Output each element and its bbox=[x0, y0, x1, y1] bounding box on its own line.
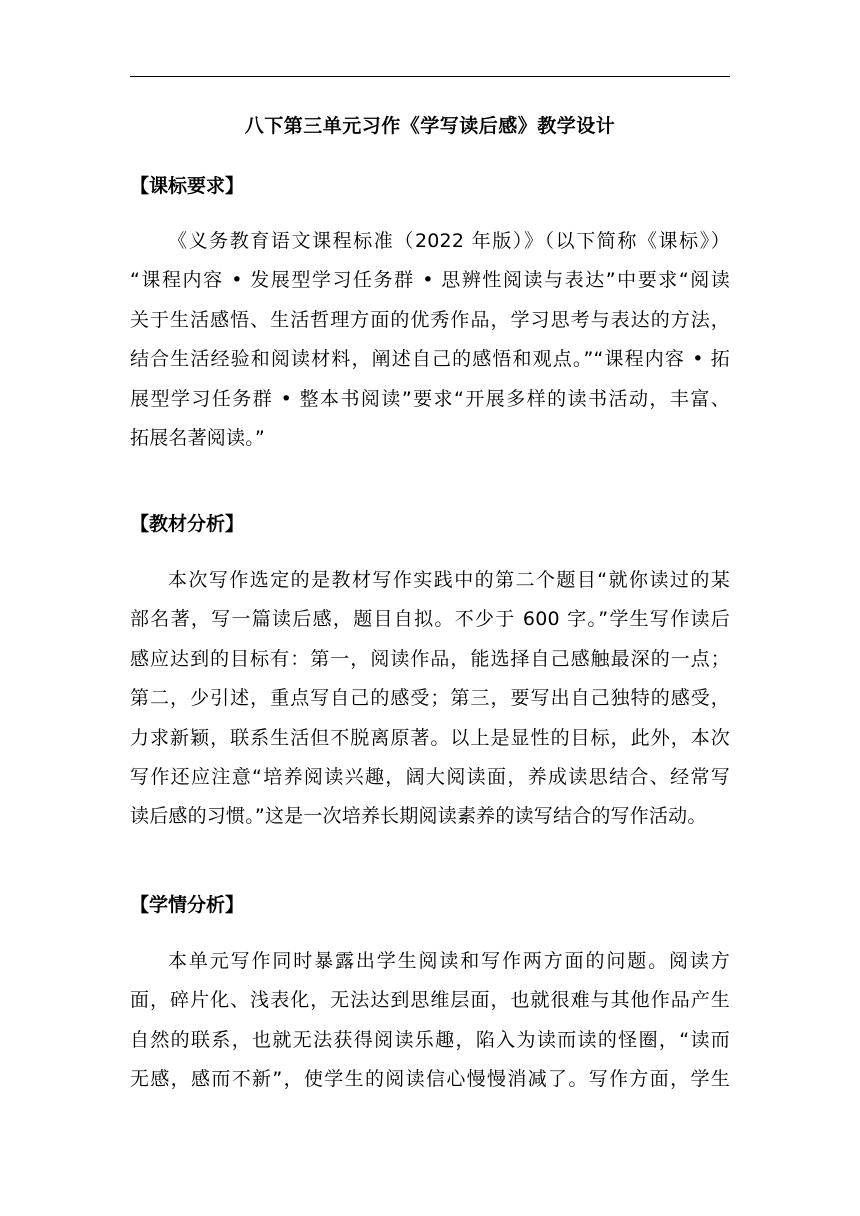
paragraph-line: 关于生活感悟、生活哲理方面的优秀作品，学习思考与表达的方法， bbox=[130, 308, 730, 331]
paragraph-line: 第二，少引述，重点写自己的感受；第三，要写出自己独特的感受， bbox=[130, 687, 730, 710]
paragraph-line: 无感，感而不新”，使学生的阅读信心慢慢消减了。写作方面，学生 bbox=[130, 1068, 730, 1091]
paragraph-line: 本次写作选定的是教材写作实践中的第二个题目“就你读过的某 bbox=[168, 569, 730, 591]
paragraph-line: 读后感的习惯。”这是一次培养长期阅读素养的读写结合的写作活动。 bbox=[130, 805, 707, 828]
paragraph-line: 《义务教育语文课程标准（2022 年版）》（以下简称《课标》） bbox=[168, 230, 730, 252]
section-paragraph-curriculum-standards bbox=[130, 222, 730, 458]
paragraph-line: 力求新颖，联系生活但不脱离原著。以上是显性的目标，此外，本次 bbox=[130, 726, 730, 749]
paragraph-line: 自然的联系，也就无法获得阅读乐趣，陷入为读而读的怪圈，“读而 bbox=[130, 1028, 730, 1051]
paragraph-line: 本单元写作同时暴露出学生阅读和写作两方面的问题。阅读方 bbox=[168, 950, 730, 972]
paragraph-line: 部名著，写一篇读后感，题目自拟。不少于 600 字。”学生写作读后 bbox=[130, 608, 730, 631]
paragraph-line: 结合生活经验和阅读材料，阐述自己的感悟和观点。”“课程内容 • 拓 bbox=[130, 348, 730, 371]
paragraph-line: 写作还应注意“培养阅读兴趣，阔大阅读面，养成读思结合、经常写 bbox=[130, 766, 730, 789]
document-title: 八下第三单元习作《学写读后感》教学设计 bbox=[244, 115, 616, 137]
paragraph-line: 拓展名著阅读。” bbox=[130, 427, 265, 450]
paragraph-line: 感应达到的目标有：第一，阅读作品，能选择自己感触最深的一点； bbox=[130, 647, 730, 670]
section-paragraph-learner-analysis bbox=[130, 942, 730, 1100]
header-rule bbox=[130, 76, 730, 77]
section-paragraph-textbook-analysis bbox=[130, 561, 730, 837]
paragraph-line: “课程内容 • 发展型学习任务群 • 思辨性阅读与表达”中要求“阅读 bbox=[130, 269, 730, 292]
section-heading-textbook-analysis: 【教材分析】 bbox=[130, 513, 245, 535]
paragraph-line: 展型学习任务群 • 整本书阅读”要求“开展多样的读书活动，丰富、 bbox=[130, 387, 730, 410]
section-heading-curriculum-standards: 【课标要求】 bbox=[130, 175, 245, 197]
paragraph-line: 面，碎片化、浅表化，无法达到思维层面，也就很难与其他作品产生 bbox=[130, 989, 730, 1012]
section-heading-learner-analysis: 【学情分析】 bbox=[130, 894, 245, 916]
